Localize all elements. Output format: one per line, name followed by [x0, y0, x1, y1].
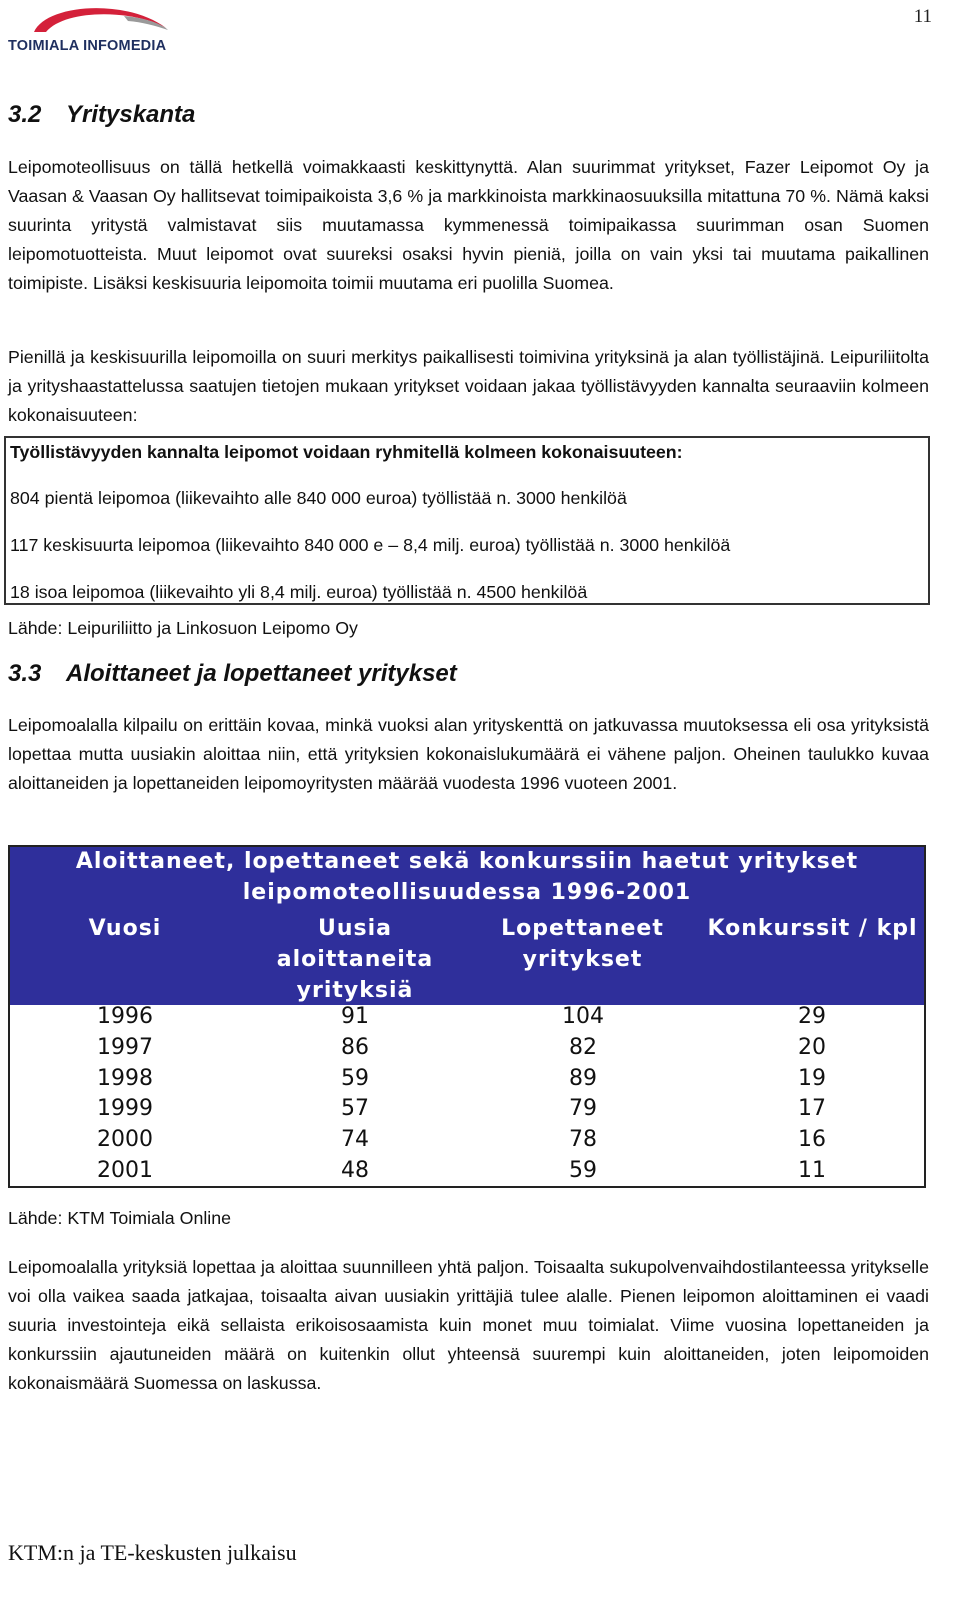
footer-text: KTM:n ja TE-keskusten julkaisu — [8, 1540, 297, 1565]
paragraph: Leipomoalalla kilpailu on erittäin kovaa, minkä vuoksi alan yrityskenttä on jatkuvassa muutoksessa eli osa yrityksistä lopettaa mutta uusiakin aloittaa niin, että yrityksien kokonaislukumäärä ei vähene paljon. Oheinen taulukko kuvaa aloittaneiden ja lopettaneiden leipomoyritysten määrää vuodesta 1996 vuoteen 2001. — [8, 715, 929, 793]
section-title: Aloittaneet ja lopettaneet yritykset — [66, 660, 457, 687]
page-number: 11 — [913, 6, 932, 27]
employment-groups-box — [4, 436, 930, 605]
column-header: Lopettaneet yritykset — [501, 916, 664, 972]
section-title: Yrityskanta — [66, 101, 196, 128]
paragraph: Leipomoteollisuus on tällä hetkellä voimakkaasti keskittynyttä. Alan suurimmat yritykset, Fazer Leipomot Oy ja Vaasan & Vaasan Oy hallitsevat toimipaikoista 3,6 % ja markkinoista markkinaosuuksilla mitattuna 70 %. Nämä kaksi suurinta yritystä valmistavat siis muutamassa kymmenessä toimipaikassa suurimman osan Suomen leipomotuotteista. Muut leipomot ovat suureksi osaksi hyvin pieniä, joilla on vain yksi tai muutama paikallinen toimipiste. Lisäksi keskisuuria leipomoita toimii muutama eri puolilla Suomea. — [8, 157, 929, 293]
table-cell: 1997 — [97, 1034, 153, 1060]
box-line: 117 keskisuurta leipomoa (liikevaihto 840 000 e – 8,4 milj. euroa) työllistää n. 3000 henkilöä — [10, 535, 731, 555]
table-cell: 59 — [569, 1158, 597, 1183]
table-cell: 11 — [798, 1158, 826, 1183]
section-heading-3-3 — [8, 660, 457, 688]
table-cell: 104 — [562, 1004, 604, 1029]
section-heading-3-2 — [8, 101, 195, 129]
source-note: Lähde: KTM Toimiala Online — [8, 1208, 232, 1228]
box-line: 804 pientä leipomoa (liikevaihto alle 840 000 euroa) työllistää n. 3000 henkilöä — [10, 488, 627, 508]
table-cell: 79 — [569, 1096, 597, 1122]
box-line: 18 isoa leipomoa (liikevaihto yli 8,4 milj. euroa) työllistää n. 4500 henkilöä — [10, 582, 588, 602]
table-cell: 1999 — [97, 1096, 153, 1122]
table-title: leipomoteollisuudessa 1996-2001 — [242, 880, 692, 905]
logo-text: TOIMIALA INFOMEDIA — [8, 38, 167, 54]
box-heading: Työllistävyyden kannalta leipomot voidaan ryhmitellä kolmeen kokonaisuuteen: — [10, 442, 683, 462]
logo-swoosh-icon — [6, 2, 191, 42]
paragraph: Pienillä ja keskisuurilla leipomoilla on suuri merkitys paikallisesti toimivina yrityksinä ja alan työllistäjinä. Leipuriliitolta ja yrityshaastattelussa saatujen tietojen mukaan yritykset voidaan jakaa työllistävyyden kannalta seuraaviin kolmeen kokonaisuuteen: — [8, 347, 929, 425]
table-cell: 2001 — [97, 1158, 153, 1183]
table-cell: 86 — [341, 1034, 369, 1060]
table-cell: 1998 — [97, 1065, 153, 1091]
table-cell: 82 — [569, 1034, 597, 1060]
table-title: Aloittaneet, lopettaneet sekä konkurssiin haetut yritykset — [75, 849, 859, 874]
table-cell: 57 — [341, 1096, 369, 1122]
section-number: 3.3 — [8, 660, 42, 687]
table-cell: 20 — [798, 1034, 826, 1060]
section-number: 3.2 — [8, 101, 42, 128]
table-cell: 17 — [798, 1096, 826, 1122]
column-header: Konkurssit / kpl — [707, 916, 918, 941]
table-cell: 16 — [798, 1127, 826, 1153]
table-cell: 89 — [569, 1065, 597, 1091]
table-cell: 29 — [798, 1004, 826, 1029]
table-cell: 19 — [798, 1065, 826, 1091]
paragraph: Leipomoalalla yrityksiä lopettaa ja aloittaa suunnilleen yhtä paljon. Toisaalta sukupolvenvaihdostilanteessa yritykselle voi olla vaikea saada jatkajaa, toisaalta aivan uusiakin yrittäjiä tulee alalle. Pienen leipomon aloittaminen ei vaadi suuria investointeja eikä sellaista erikoisosaamista kuin monet muu toimialat. Viime vuosina lopettaneiden ja konkurssiin ajautuneiden määrä on kuitenkin ollut yhteensä suurempi kuin aloittaneiden, joten leipomoiden kokonaismäärä Suomessa on laskussa. — [8, 1257, 929, 1393]
column-header: Uusia aloittaneita yrityksiä — [276, 916, 434, 1003]
table-cell: 48 — [341, 1158, 369, 1183]
table-cell: 2000 — [97, 1127, 153, 1153]
logo — [6, 2, 191, 58]
source-note: Lähde: Leipuriliitto ja Linkosuon Leipomo Oy — [8, 618, 358, 638]
table-cell: 59 — [341, 1065, 369, 1091]
column-header: Vuosi — [88, 916, 162, 941]
companies-table — [8, 845, 926, 1188]
table-cell: 91 — [341, 1004, 369, 1029]
table-cell: 78 — [569, 1127, 597, 1153]
table-cell: 74 — [341, 1127, 369, 1153]
table-cell: 1996 — [97, 1004, 153, 1029]
